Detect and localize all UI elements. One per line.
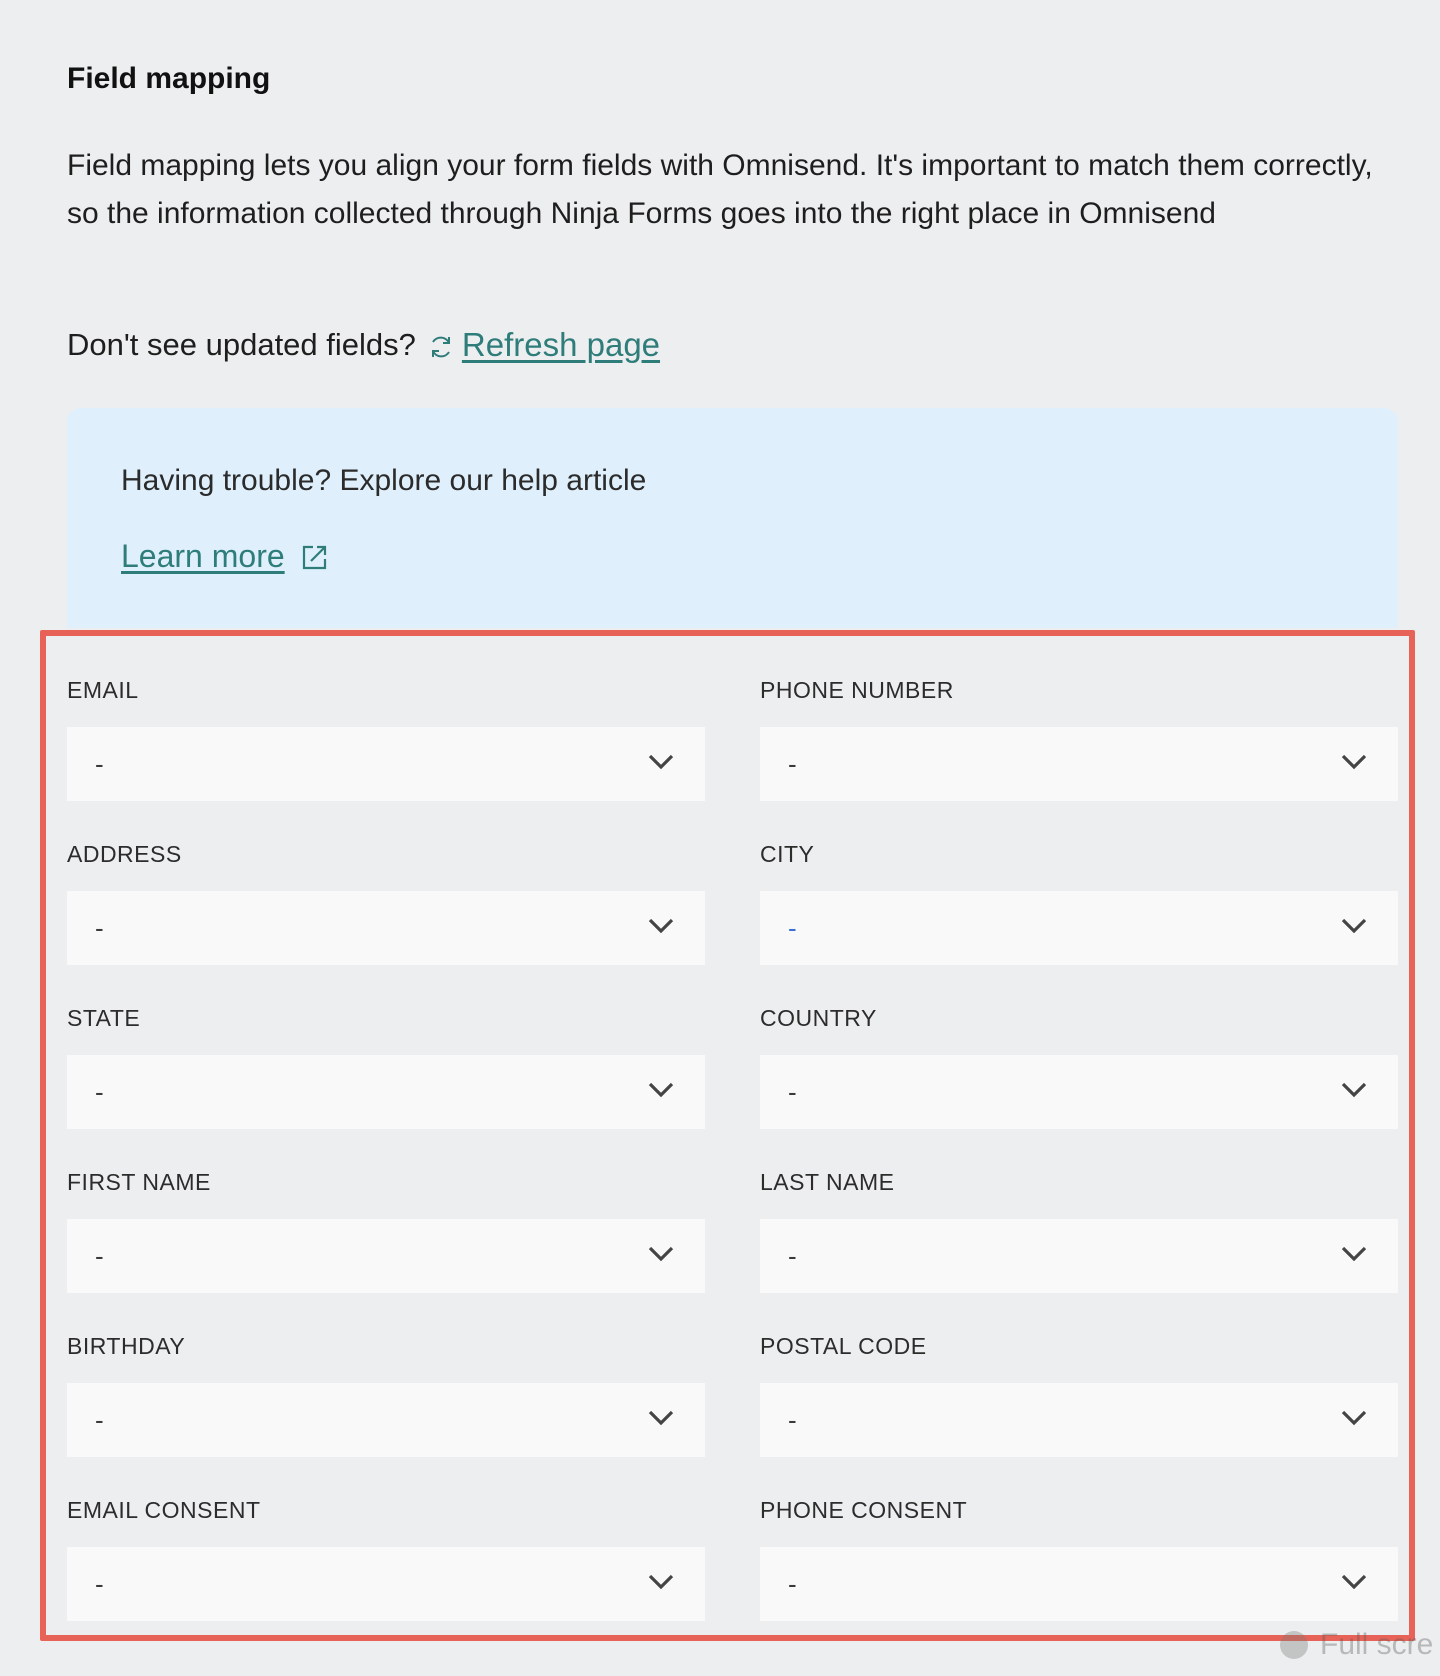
phone-number-select[interactable] [760, 727, 1398, 801]
select-value: - [788, 1241, 797, 1271]
state-select[interactable] [67, 1055, 705, 1129]
field-label: EMAIL [67, 677, 139, 703]
last-name-select[interactable] [760, 1219, 1398, 1293]
chevron-down-icon [1340, 1245, 1368, 1263]
field-label: LAST NAME [760, 1169, 895, 1195]
field-label: COUNTRY [760, 1005, 877, 1031]
select-value: - [788, 913, 797, 943]
field-label: BIRTHDAY [67, 1333, 186, 1359]
chevron-down-icon [1340, 1409, 1368, 1427]
learn-more-link[interactable] [121, 538, 329, 575]
chevron-down-icon [647, 753, 675, 771]
field-label: PHONE NUMBER [760, 677, 954, 703]
field-label: ADDRESS [67, 841, 182, 867]
country-select[interactable] [760, 1055, 1398, 1129]
email-select[interactable] [67, 727, 705, 801]
birthday-select[interactable] [67, 1383, 705, 1457]
refresh-row [67, 326, 660, 364]
chevron-down-icon [647, 1573, 675, 1591]
section-description: Field mapping lets you align your form fields with Omnisend. It's important to match them correctly, so the information collected through Ninja Forms goes into the right place in Omnisend [67, 149, 1373, 230]
first-name-select[interactable] [67, 1219, 705, 1293]
chevron-down-icon [1340, 1081, 1368, 1099]
watermark-icon [1280, 1631, 1308, 1659]
section-title: Field mapping [67, 62, 271, 95]
chevron-down-icon [647, 1245, 675, 1263]
fullscreen-watermark [1280, 1628, 1433, 1662]
address-select[interactable] [67, 891, 705, 965]
help-text: Having trouble? Explore our help article [121, 464, 647, 497]
learn-more-label[interactable]: Learn more [121, 538, 285, 574]
chevron-down-icon [1340, 917, 1368, 935]
chevron-down-icon [647, 1081, 675, 1099]
select-value: - [788, 1405, 797, 1435]
chevron-down-icon [647, 917, 675, 935]
refresh-prompt: Don't see updated fields? [67, 327, 416, 362]
chevron-down-icon [1340, 753, 1368, 771]
field-email [67, 675, 705, 801]
select-value: - [95, 1241, 104, 1271]
field-label: EMAIL CONSENT [67, 1497, 261, 1523]
field-first-name [67, 1167, 705, 1293]
select-value: - [95, 1569, 104, 1599]
chevron-down-icon [1340, 1573, 1368, 1591]
field-country [760, 1003, 1398, 1129]
chevron-down-icon [647, 1409, 675, 1427]
select-value: - [788, 749, 797, 779]
select-value: - [788, 1077, 797, 1107]
field-email-consent [67, 1495, 705, 1621]
help-notice [67, 408, 1398, 628]
field-birthday [67, 1331, 705, 1457]
field-phone-number [760, 675, 1398, 801]
field-last-name [760, 1167, 1398, 1293]
field-label: CITY [760, 841, 815, 867]
field-label: POSTAL CODE [760, 1333, 927, 1359]
field-state [67, 1003, 705, 1129]
watermark-text: Full scre [1320, 1628, 1434, 1661]
refresh-page-link[interactable]: Refresh page [461, 326, 661, 363]
field-label: STATE [67, 1005, 141, 1031]
field-label: FIRST NAME [67, 1169, 211, 1195]
phone-consent-select[interactable] [760, 1547, 1398, 1621]
select-value: - [788, 1569, 797, 1599]
field-postal-code [760, 1331, 1398, 1457]
refresh-icon[interactable] [428, 332, 454, 358]
email-consent-select[interactable] [67, 1547, 705, 1621]
field-label: PHONE CONSENT [760, 1497, 968, 1523]
select-value: - [95, 1405, 104, 1435]
select-value: - [95, 749, 104, 779]
select-value: - [95, 913, 104, 943]
city-select[interactable] [760, 891, 1398, 965]
field-address [67, 839, 705, 965]
select-value: - [95, 1077, 104, 1107]
external-link-icon [301, 543, 329, 571]
postal-code-select[interactable] [760, 1383, 1398, 1457]
field-city [760, 839, 1398, 965]
field-phone-consent [760, 1495, 1398, 1621]
